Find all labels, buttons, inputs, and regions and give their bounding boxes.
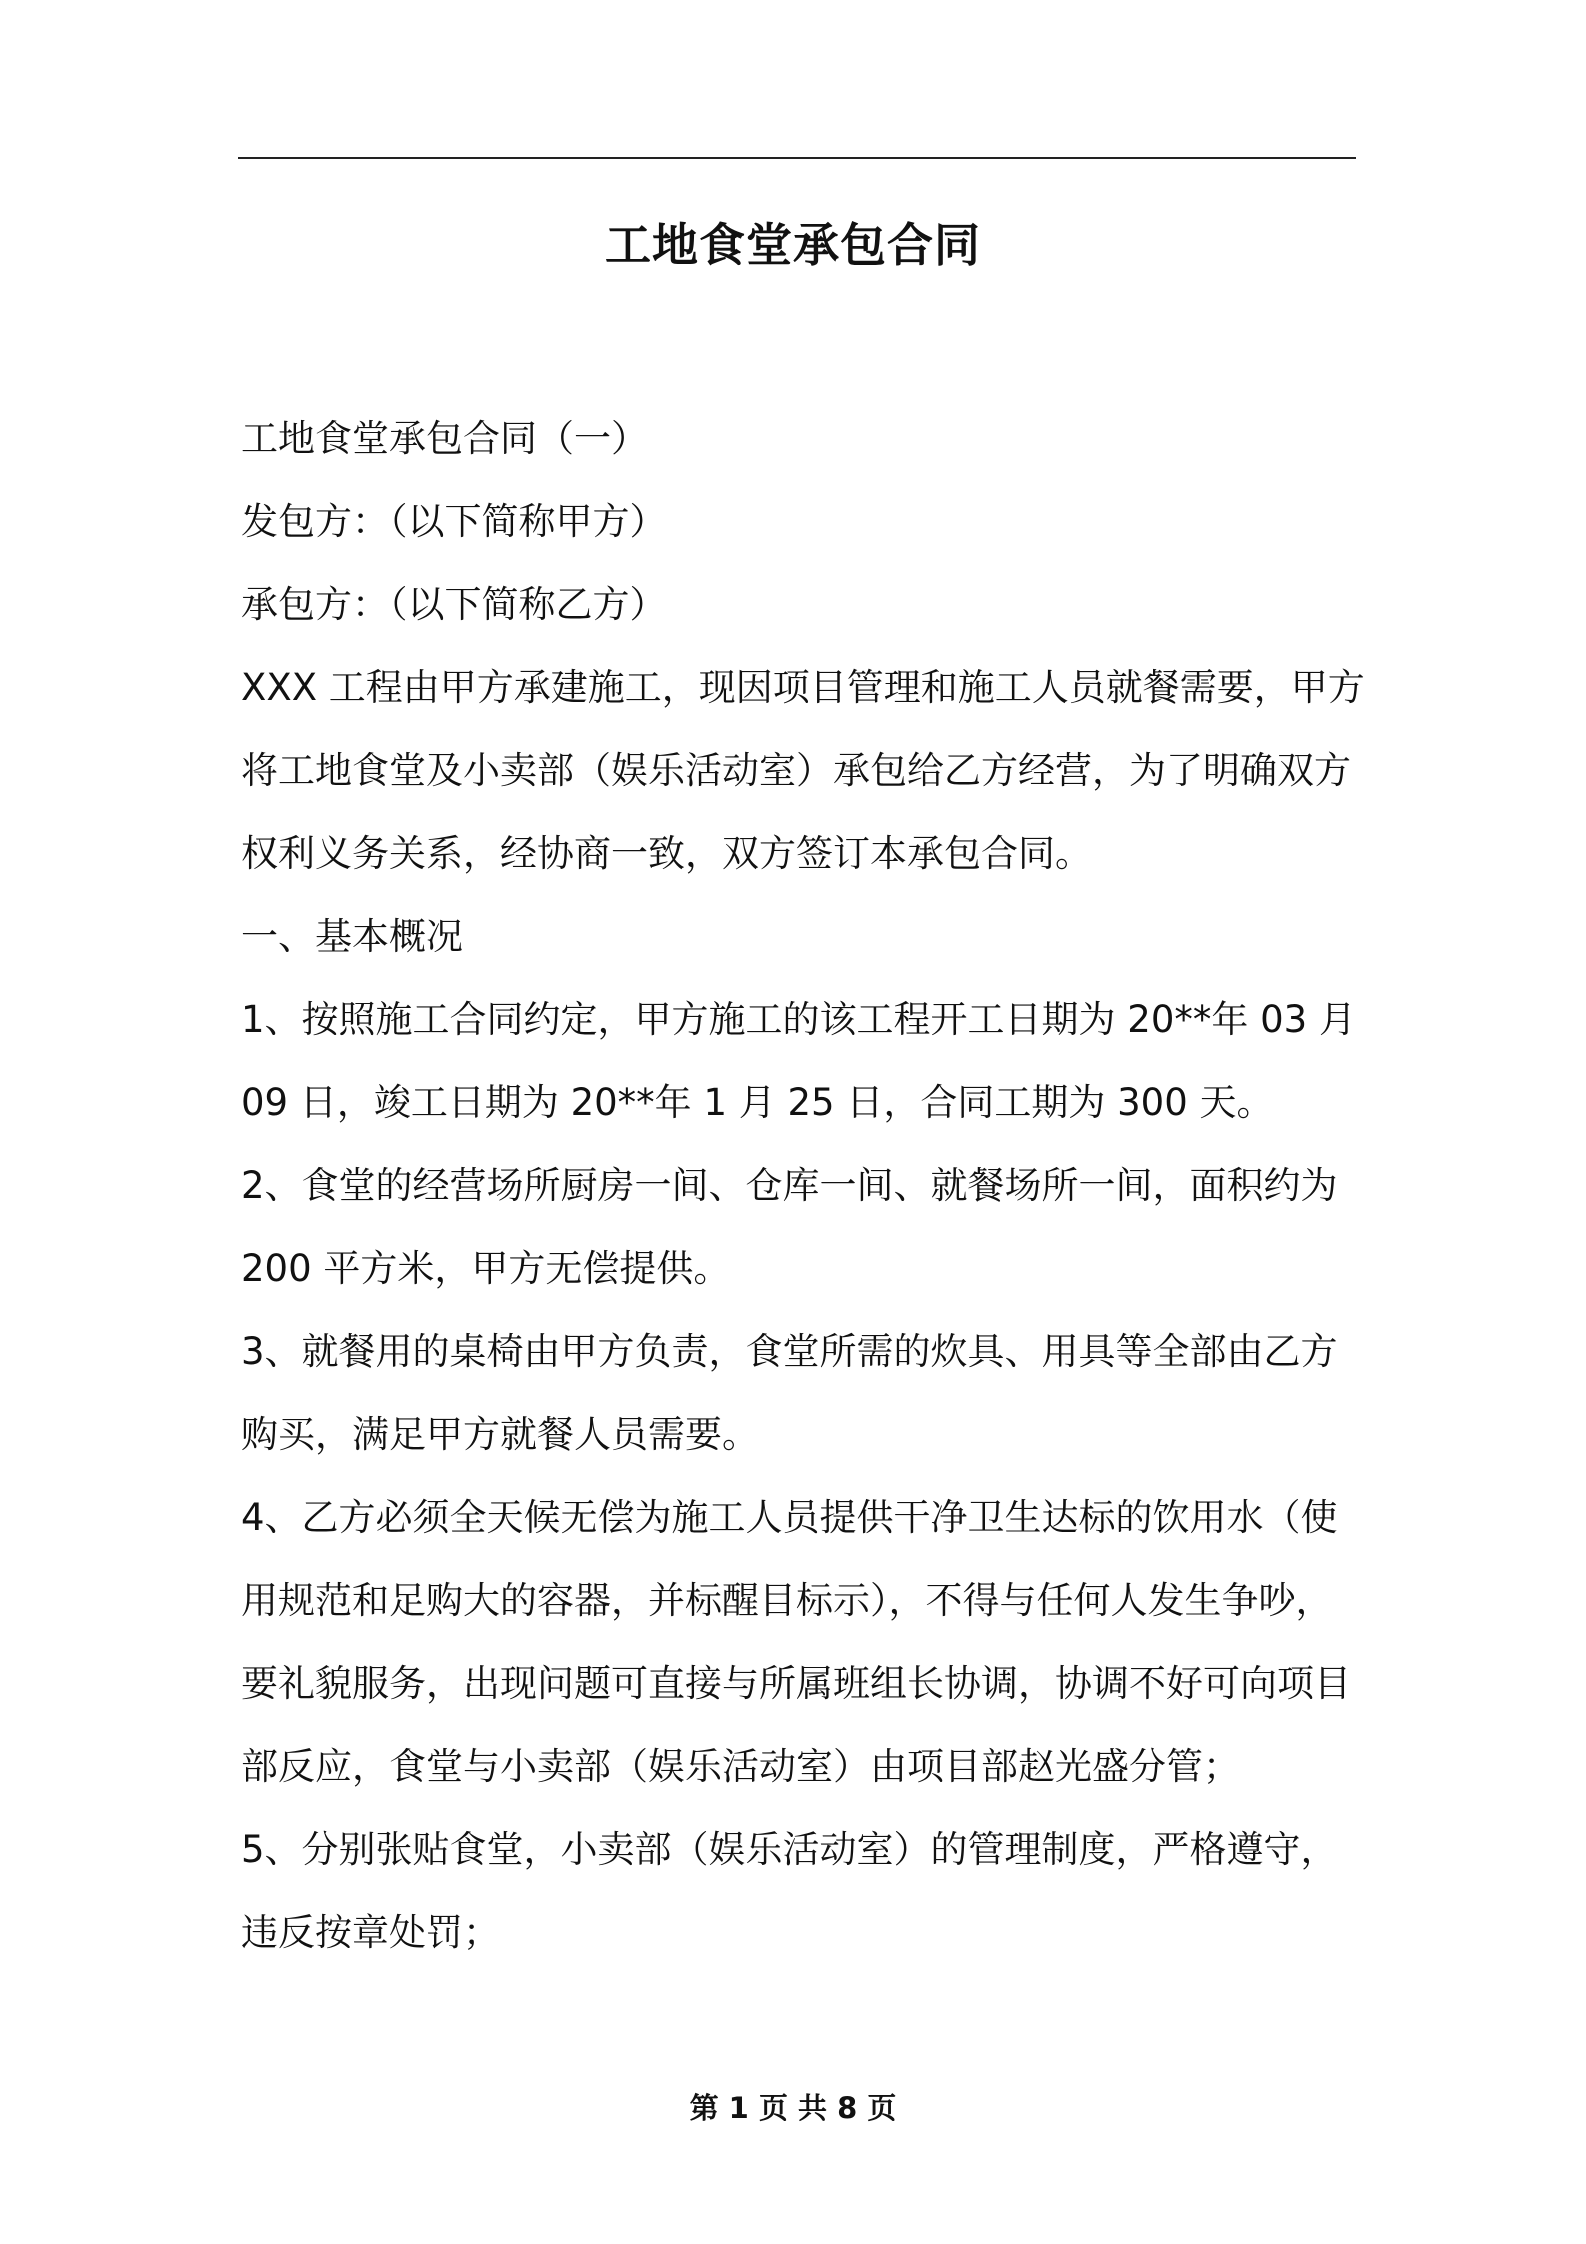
body-line: 3、就餐用的桌椅由甲方负责，食堂所需的炊具、用具等全部由乙方 bbox=[241, 1330, 1338, 1373]
body-line: 用规范和足购大的容器，并标醒目标示），不得与任何人发生争吵， bbox=[241, 1579, 1333, 1622]
body-line: XXX 工程由甲方承建施工，现因项目管理和施工人员就餐需要，甲方 bbox=[241, 666, 1365, 709]
body-line: 部反应，食堂与小卖部（娱乐活动室）由项目部赵光盛分管； bbox=[241, 1745, 1240, 1788]
document-body bbox=[241, 397, 1365, 1974]
body-line: 承包方：（以下简称乙方） bbox=[241, 583, 667, 626]
body-line: 购买，满足甲方就餐人员需要。 bbox=[241, 1413, 759, 1456]
header-rule bbox=[238, 157, 1356, 159]
body-line: 权利义务关系，经协商一致，双方签订本承包合同。 bbox=[241, 832, 1092, 875]
page-footer: 第 1 页 共 8 页 bbox=[689, 2091, 897, 2125]
body-line: 5、分别张贴食堂，小卖部（娱乐活动室）的管理制度，严格遵守， bbox=[241, 1828, 1338, 1871]
body-line: 200 平方米，甲方无偿提供。 bbox=[241, 1247, 731, 1290]
body-line: 工地食堂承包合同（一） bbox=[241, 417, 648, 460]
body-line: 09 日，竣工日期为 20**年 1 月 25 日，合同工期为 300 天。 bbox=[241, 1081, 1274, 1124]
body-line: 违反按章处罚； bbox=[241, 1911, 500, 1954]
body-line: 要礼貌服务，出现问题可直接与所属班组长协调，协调不好可向项目 bbox=[241, 1662, 1351, 1705]
body-line: 4、乙方必须全天候无偿为施工人员提供干净卫生达标的饮用水（使 bbox=[241, 1496, 1338, 1539]
document-title: 工地食堂承包合同 bbox=[605, 218, 981, 272]
body-line: 发包方：（以下简称甲方） bbox=[241, 500, 667, 543]
body-line: 1、按照施工合同约定，甲方施工的该工程开工日期为 20**年 03 月 bbox=[241, 998, 1356, 1041]
body-line: 将工地食堂及小卖部（娱乐活动室）承包给乙方经营，为了明确双方 bbox=[241, 749, 1351, 792]
section-heading: 一、基本概况 bbox=[241, 915, 463, 958]
body-line: 2、食堂的经营场所厨房一间、仓库一间、就餐场所一间，面积约为 bbox=[241, 1164, 1338, 1207]
